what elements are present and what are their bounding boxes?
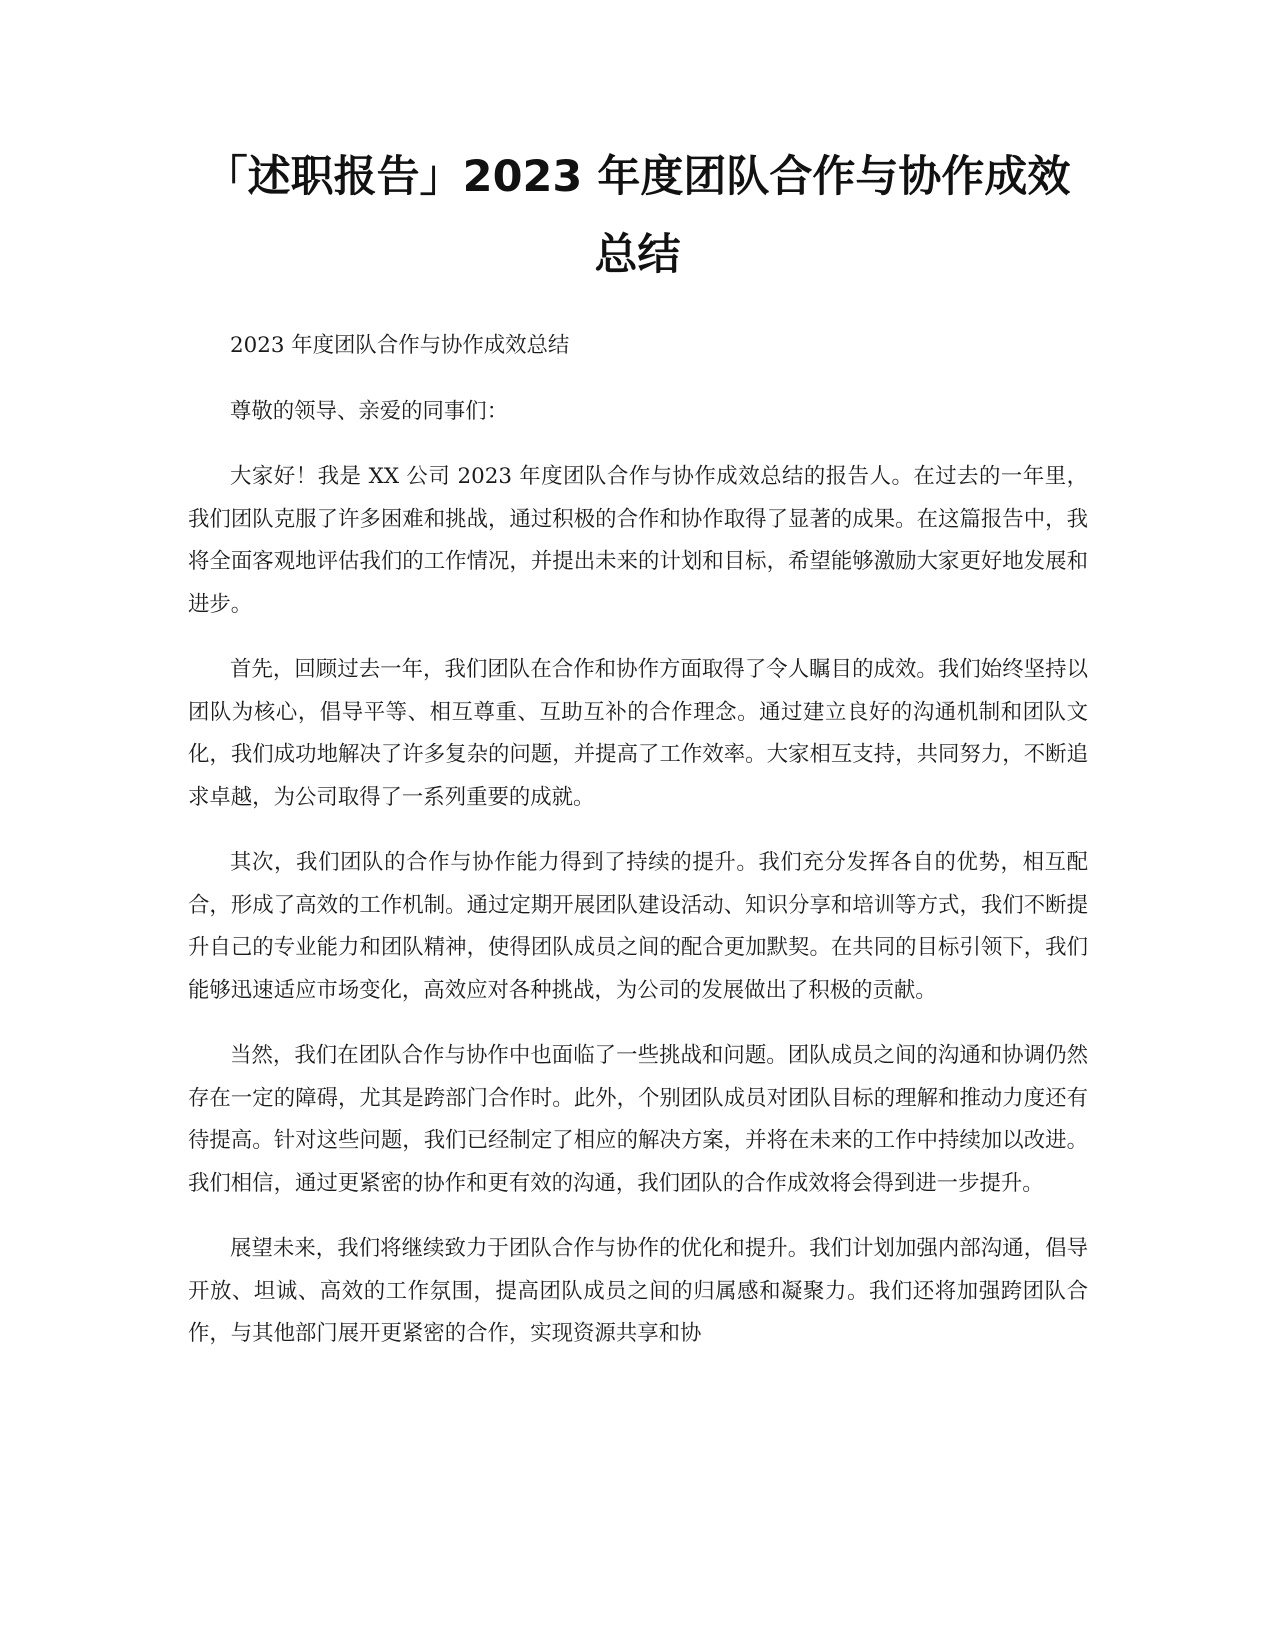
intro-paragraph: 大家好！我是 XX 公司 2023 年度团队合作与协作成效总结的报告人。在过去的一年里，我们团队克服了许多困难和挑战，通过积极的合作和协作取得了显著的成果。在这篇报告中，我将全面客观地评估我们的工作情况，并提出未来的计划和目标，希望能够激励大家更好地发展和进步。	[188, 464, 1088, 617]
document-title	[170, 138, 1105, 294]
title-line-2: 总结	[594, 230, 681, 280]
title-line-1: 「述职报告」2023 年度团队合作与协作成效	[204, 152, 1071, 202]
subtitle-paragraph: 2023 年度团队合作与协作成效总结	[230, 333, 570, 358]
outlook-paragraph: 展望未来，我们将继续致力于团队合作与协作的优化和提升。我们计划加强内部沟通，倡导开放、坦诚、高效的工作氛围，提高团队成员之间的归属感和凝聚力。我们还将加强跨团队合作，与其他部门展开更紧密的合作，实现资源共享和协	[188, 1236, 1088, 1346]
salutation-paragraph: 尊敬的领导、亲爱的同事们：	[230, 398, 509, 424]
document-body	[188, 325, 1088, 1379]
challenges-paragraph: 当然，我们在团队合作与协作中也面临了一些挑战和问题。团队成员之间的沟通和协调仍然存在一定的障碍，尤其是跨部门合作时。此外，个别团队成员对团队目标的理解和推动力度还有待提高。针对这些问题，我们已经制定了相应的解决方案，并将在未来的工作中持续加以改进。我们相信，通过更紧密的协作和更有效的沟通，我们团队的合作成效将会得到进一步提升。	[188, 1043, 1088, 1196]
review-paragraph: 首先，回顾过去一年，我们团队在合作和协作方面取得了令人瞩目的成效。我们始终坚持以团队为核心，倡导平等、相互尊重、互助互补的合作理念。通过建立良好的沟通机制和团队文化，我们成功地解决了许多复杂的问题，并提高了工作效率。大家相互支持，共同努力，不断追求卓越，为公司取得了一系列重要的成就。	[188, 657, 1088, 810]
improvement-paragraph: 其次，我们团队的合作与协作能力得到了持续的提升。我们充分发挥各自的优势，相互配合，形成了高效的工作机制。通过定期开展团队建设活动、知识分享和培训等方式，我们不断提升自己的专业能力和团队精神，使得团队成员之间的配合更加默契。在共同的目标引领下，我们能够迅速适应市场变化，高效应对各种挑战，为公司的发展做出了积极的贡献。	[188, 850, 1088, 1003]
